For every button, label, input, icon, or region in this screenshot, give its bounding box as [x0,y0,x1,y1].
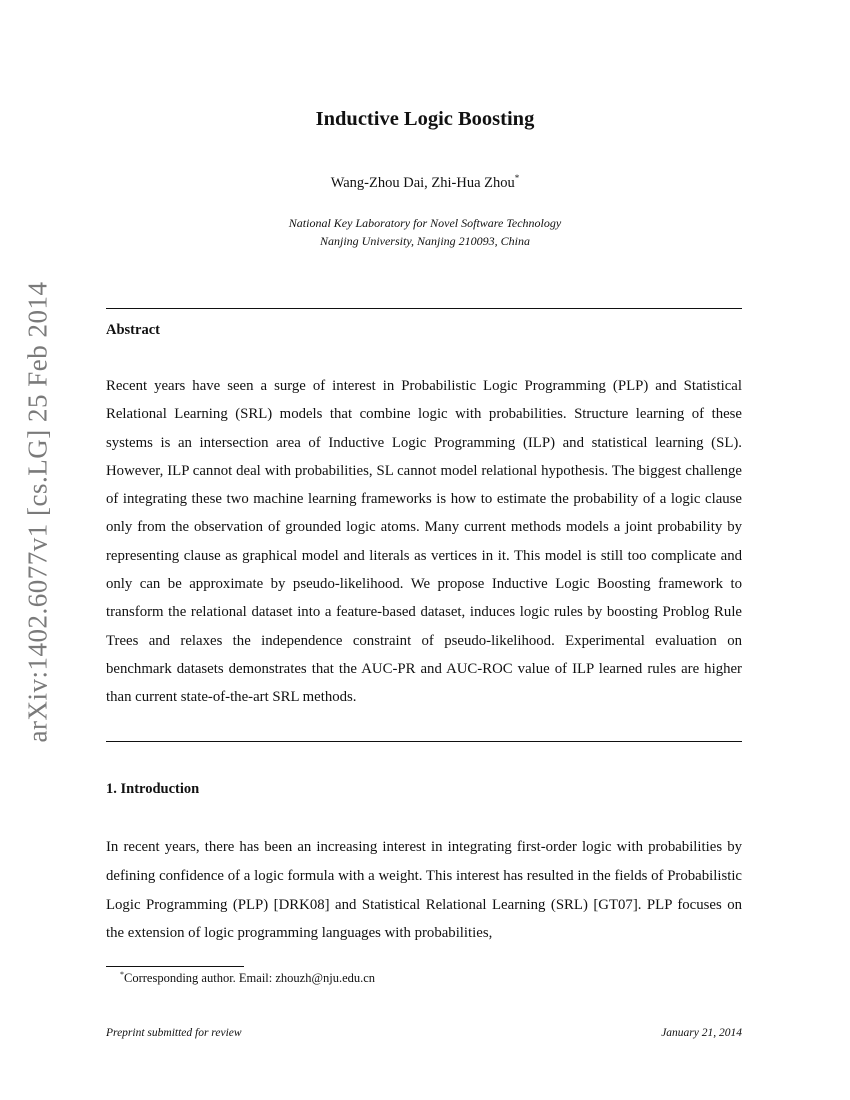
author-names: Wang-Zhou Dai, Zhi-Hua Zhou [330,174,515,191]
footer-date: January 21, 2014 [661,1027,742,1039]
footnote-mark: * [120,970,124,979]
affiliation [0,214,850,250]
abstract-top-rule [106,308,742,309]
affiliation-line-1: National Key Laboratory for Novel Software Technology [288,216,562,230]
introduction-heading: 1. Introduction [106,781,200,797]
affiliation-line-2: Nanjing University, Nanjing 210093, China [319,234,530,248]
abstract-heading: Abstract [106,322,160,338]
abstract-text: Recent years have seen a surge of interest in Probabilistic Logic Programming (PLP) and Statistical Relational Learning (SRL) models that combine logic with probabilities. Structure learning of these systems is an intersection area of Inductive Logic Programming (ILP) and statistical learning (SL). However, ILP cannot deal with probabilities, SL cannot model relational hypothesis. The biggest challenge of integrating these two machine learning frameworks is how to estimate the probability of a logic clause only from the observation of grounded logic atoms. Many current methods models a joint probability by representing clause as graphical model and literals as vertices in it. This model is still too complicate and only can be approximate by pseudo-likelihood. We propose Inductive Logic Boosting framework to transform the relational dataset into a feature-based dataset, induces logic rules by boosting Problog Rule Trees and relaxes the independence constraint of pseudo-likelihood. Experimental evaluation on benchmark datasets demonstrates that the AUC-PR and AUC-ROC value of ILP learned rules are higher than current state-of-the-art SRL methods. [106,378,742,706]
footer-preprint-note: Preprint submitted for review [106,1027,242,1039]
author-footnote-mark: * [514,173,520,183]
footnote-text: Corresponding author. Email: zhouzh@nju.edu.cn [124,971,376,986]
footnote-rule [106,966,244,967]
footnote [120,970,375,986]
authors [0,173,850,192]
abstract-bottom-rule [106,741,742,742]
arxiv-stamp: arXiv:1402.6077v1 [cs.LG] 25 Feb 2014 [22,281,53,743]
introduction-text: In recent years, there has been an increasing interest in integrating first-order logic with probabilities by defining confidence of a logic formula with a weight. This interest has resulted in the fields of Probabilistic Logic Programming (PLP) [DRK08] and Statistical Relational Learning (SRL) [GT07]. PLP focuses on the extension of logic programming languages with probabilities, [106,839,742,942]
paper-title: Inductive Logic Boosting [315,108,535,130]
